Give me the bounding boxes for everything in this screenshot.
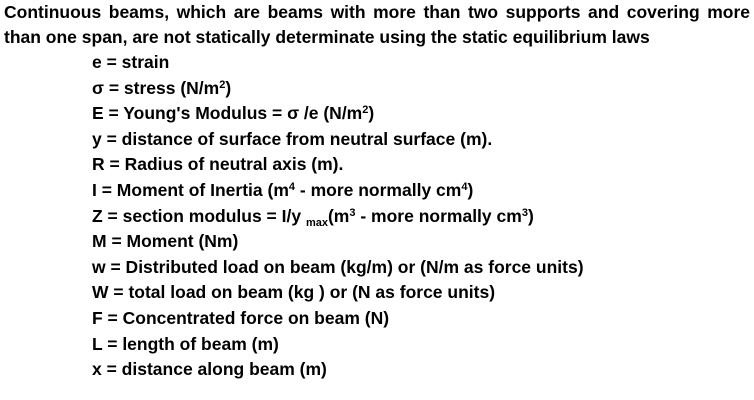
- definition-moment: M = Moment (Nm): [92, 231, 239, 252]
- inertia-text-2: - more normally cm: [295, 179, 462, 200]
- definition-concentrated-force: F = Concentrated force on beam (N): [92, 307, 390, 328]
- definition-length: L = length of beam (m): [92, 333, 279, 354]
- definition-strain: e = strain: [92, 52, 170, 72]
- inertia-text: I = Moment of Inertia (m: [92, 179, 289, 200]
- definition-total-load: W = total load on beam (kg ) or (N as force units): [92, 282, 496, 303]
- section-close: ): [527, 205, 534, 226]
- definition-distributed-load: w = Distributed load on beam (kg/m) or (N/m as force units): [92, 256, 584, 277]
- definitions-list: [4, 50, 750, 383]
- definition-youngs-modulus: [92, 101, 750, 127]
- inertia-close: ): [467, 179, 474, 200]
- young-close: ): [368, 103, 375, 124]
- young-exponent: 2: [362, 104, 369, 117]
- definition-distance-y: y = distance of surface from neutral surface (m).: [92, 128, 493, 149]
- definition-distance-x: x = distance along beam (m): [92, 359, 327, 380]
- stress-text: σ = stress (N/m: [92, 77, 220, 98]
- young-text: E = Young's Modulus = σ /e (N/m: [92, 103, 363, 124]
- section-text-3: - more normally cm: [355, 205, 522, 226]
- stress-close: ): [225, 77, 232, 98]
- definition-moment-of-inertia: [92, 178, 750, 204]
- stress-exponent: 2: [219, 78, 226, 91]
- definition-stress: [92, 76, 750, 102]
- section-subscript: max: [305, 216, 328, 229]
- section-text-2: (m: [327, 205, 350, 226]
- section-text: Z = section modulus = I/y: [92, 205, 306, 226]
- inertia-exponent-1: 4: [288, 180, 296, 193]
- section-exponent-1: 3: [349, 206, 356, 219]
- section-exponent-2: 3: [521, 206, 528, 219]
- intro-paragraph: Continuous beams, which are beams with more than two supports and covering more than one span, are not statically determinate using the static equilibrium laws: [4, 2, 750, 47]
- definition-radius: R = Radius of neutral axis (m).: [92, 154, 344, 175]
- definition-section-modulus: [92, 204, 750, 230]
- inertia-exponent-2: 4: [461, 180, 468, 193]
